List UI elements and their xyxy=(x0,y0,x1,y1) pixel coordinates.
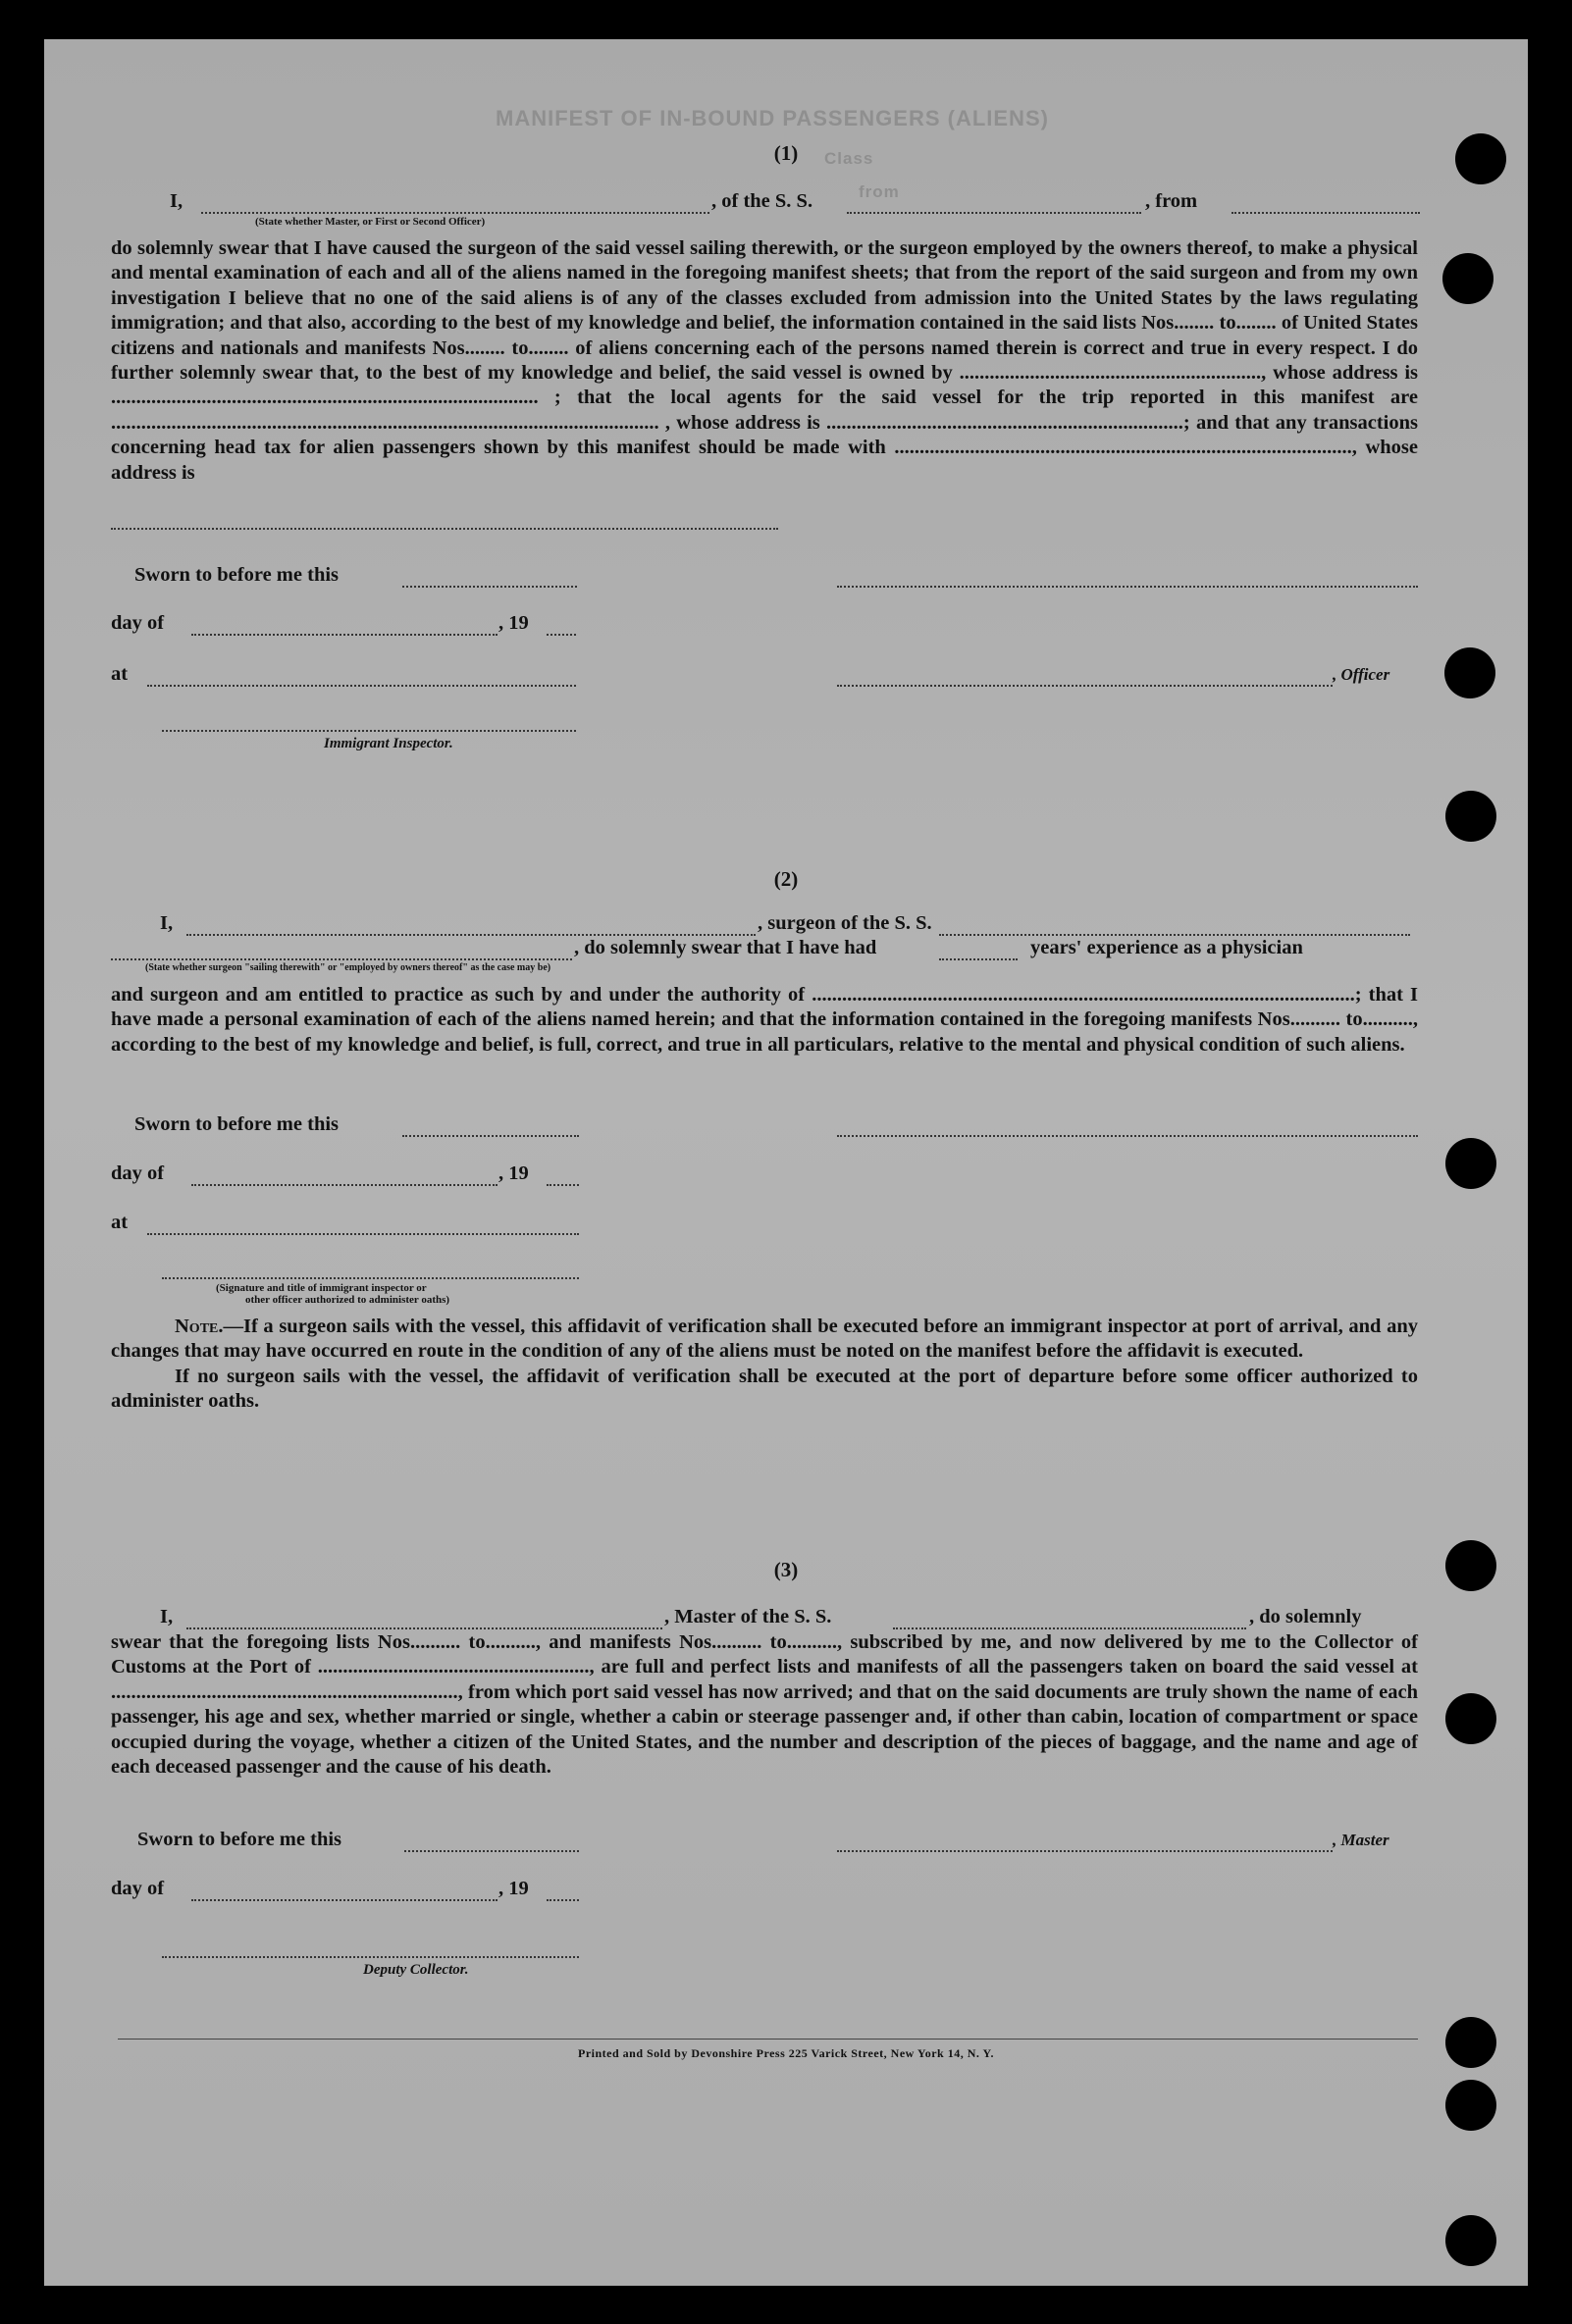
inspector-signature-line xyxy=(162,1277,579,1279)
section-1-number: (1) xyxy=(773,141,799,165)
sworn-label: Sworn to before me this xyxy=(137,1829,342,1850)
ghost-class-label: Class xyxy=(824,149,874,168)
solemnly-swear-label: , do solemnly swear that I have had xyxy=(574,937,877,958)
note-label: Note. xyxy=(175,1316,224,1337)
officer-signature-line xyxy=(837,586,1418,588)
years-label: years' experience as a physician xyxy=(1030,937,1303,958)
day-of-label: day of xyxy=(111,612,165,634)
officer-label: , Officer xyxy=(1333,665,1390,684)
rank-blank xyxy=(201,212,709,214)
ghost-from-label: from xyxy=(859,182,900,201)
year-blank xyxy=(547,634,576,636)
year-label: , 19 xyxy=(498,612,529,634)
section-2-number: (2) xyxy=(773,867,799,891)
section-1-from-label: , from xyxy=(1145,190,1198,212)
section-1-i: I, xyxy=(170,190,183,212)
sworn-date-blank xyxy=(402,1135,579,1137)
inspector-caption: Immigrant Inspector. xyxy=(324,736,453,751)
years-blank xyxy=(939,958,1018,960)
punch-hole xyxy=(1445,2080,1496,2131)
section-3-i: I, xyxy=(160,1606,174,1627)
month-blank xyxy=(191,634,498,636)
punch-hole xyxy=(1442,253,1493,304)
rank-note: (State whether Master, or First or Second Officer) xyxy=(255,216,486,228)
note-paragraph-1 xyxy=(111,1315,1418,1365)
ghost-title: MANIFEST OF IN-BOUND PASSENGERS (ALIENS) xyxy=(496,106,1049,130)
surgeon-note: (State whether surgeon "sailing therewith" or "employed by owners thereof" as the case may be) xyxy=(145,962,551,973)
note-text: —If a surgeon sails with the vessel, this affidavit of verification shall be executed before an immigrant inspector at port of arrival, and any changes that may have occurred en route in the condition of any of the aliens must be noted on the manifest before the affidavit is executed. xyxy=(111,1316,1418,1363)
section-3-paragraph: swear that the foregoing lists Nos.......... to.........., and manifests Nos.......... to.........., subscribed by me, and now delivered by me to the Collector of Customs at the Port of ......................................................, are full and perfect lists and manifests of all the passengers taken on board the said vessel at ....................................................................., from which port said vessel has now arrived; and that on the said documents are truly shown the name of each passenger, his age and sex, whether married or single, whether a cabin or steerage passenger and, if other than cabin, location of compartment or space occupied during the voyage, whether a citizen of the United States, and the number and description of the pieces of baggage, and the name and age of each deceased passenger and the cause of his death. xyxy=(111,1631,1418,1779)
ship-name-blank xyxy=(847,212,1141,214)
section-2-body xyxy=(111,983,1418,1058)
do-solemnly-label: , do solemnly xyxy=(1249,1606,1362,1627)
at-label: at xyxy=(111,663,129,685)
day-of-label: day of xyxy=(111,1878,165,1899)
punch-hole xyxy=(1445,2215,1496,2266)
signature-caption: (Signature and title of immigrant inspector or xyxy=(216,1282,427,1294)
at-label: at xyxy=(111,1212,129,1233)
from-port-blank xyxy=(1231,212,1420,214)
sworn-label: Sworn to before me this xyxy=(134,1113,340,1135)
surgeon-signature-line xyxy=(837,1135,1418,1137)
section-1-body xyxy=(111,236,1418,486)
section-2-i: I, xyxy=(160,912,174,934)
surgeon-type-blank xyxy=(111,958,572,960)
master-ss-label: , Master of the S. S. xyxy=(664,1606,832,1627)
year-blank xyxy=(547,1899,579,1901)
collector-signature-line xyxy=(162,1956,579,1958)
manifest-page xyxy=(44,39,1528,2286)
month-blank xyxy=(191,1184,498,1186)
year-label: , 19 xyxy=(498,1878,529,1899)
master-signature-line xyxy=(837,1850,1333,1852)
printer-imprint: Printed and Sold by Devonshire Press 225 Varick Street, New York 14, N. Y. xyxy=(577,2046,995,2060)
day-of-label: day of xyxy=(111,1162,165,1184)
master-label: , Master xyxy=(1333,1831,1389,1849)
officer-line xyxy=(837,685,1333,687)
year-blank xyxy=(547,1184,579,1186)
collector-caption: Deputy Collector. xyxy=(363,1962,469,1978)
section-1-ss-label: , of the S. S. xyxy=(711,190,813,212)
section-3-body xyxy=(111,1630,1418,1780)
master-name-blank xyxy=(186,1627,662,1629)
month-blank xyxy=(191,1899,498,1901)
sworn-date-blank xyxy=(404,1850,579,1852)
at-place-blank xyxy=(147,685,576,687)
note-block xyxy=(111,1315,1418,1415)
sworn-date-blank xyxy=(402,586,577,588)
master-ship-blank xyxy=(893,1627,1246,1629)
surgeon-ship-blank xyxy=(939,934,1410,936)
section-1-paragraph: do solemnly swear that I have caused the surgeon of the said vessel sailing therewith, or the surgeon employed by the owners thereof, to make a physical and mental examination of each and all of the aliens named in the foregoing manifest sheets; that from the report of the said surgeon and from my own investigation I believe that no one of the said aliens is of any of the classes excluded from admission into the United States by the laws regulating immigration; and that also, according to the best of my knowledge and belief, the information contained in the said lists Nos........ to........ of United States citizens and nationals and manifests Nos........ to........ of aliens concerning each of the persons named therein is correct and true in every respect. I do further solemnly swear that, to the best of my knowledge and belief, the said vessel is owned by ............................................................, whose address is ..................................................................................... ; that the local agents for the said vessel for the trip reported in this manifest are ............................................................................................................. , whose address is .......................................................................; and that any transactions concerning head tax for alien passengers shown by this manifest should be made with ..........................................................................................., whose address is xyxy=(111,237,1418,484)
note-paragraph-2: If no surgeon sails with the vessel, the affidavit of verification shall be executed at the port of departure before some officer authorized to administer oaths. xyxy=(111,1365,1418,1413)
footer-rule xyxy=(118,2039,1418,2040)
surgeon-name-blank xyxy=(186,934,756,936)
sworn-label: Sworn to before me this xyxy=(134,564,340,586)
surgeon-ss-label: , surgeon of the S. S. xyxy=(758,912,932,934)
signature-caption: other officer authorized to administer oaths) xyxy=(245,1294,450,1306)
punch-hole xyxy=(1444,647,1495,698)
inspector-signature-line xyxy=(162,730,576,732)
punch-hole xyxy=(1445,1693,1496,1744)
year-label: , 19 xyxy=(498,1162,529,1184)
punch-hole xyxy=(1445,791,1496,842)
address-continuation-blank xyxy=(111,528,778,530)
section-2-paragraph: and surgeon and am entitled to practice as such by and under the authority of ............................................................................................................; that I have made a personal examination of each of the aliens named herein; and that the information contained in the foregoing manifests Nos.......... to.........., according to the best of my knowledge and belief, is full, correct, and true in all particulars, relative to the mental and physical condition of such aliens. xyxy=(111,984,1418,1056)
section-3-number: (3) xyxy=(773,1558,799,1581)
punch-hole xyxy=(1445,1138,1496,1189)
at-place-blank xyxy=(147,1233,579,1235)
